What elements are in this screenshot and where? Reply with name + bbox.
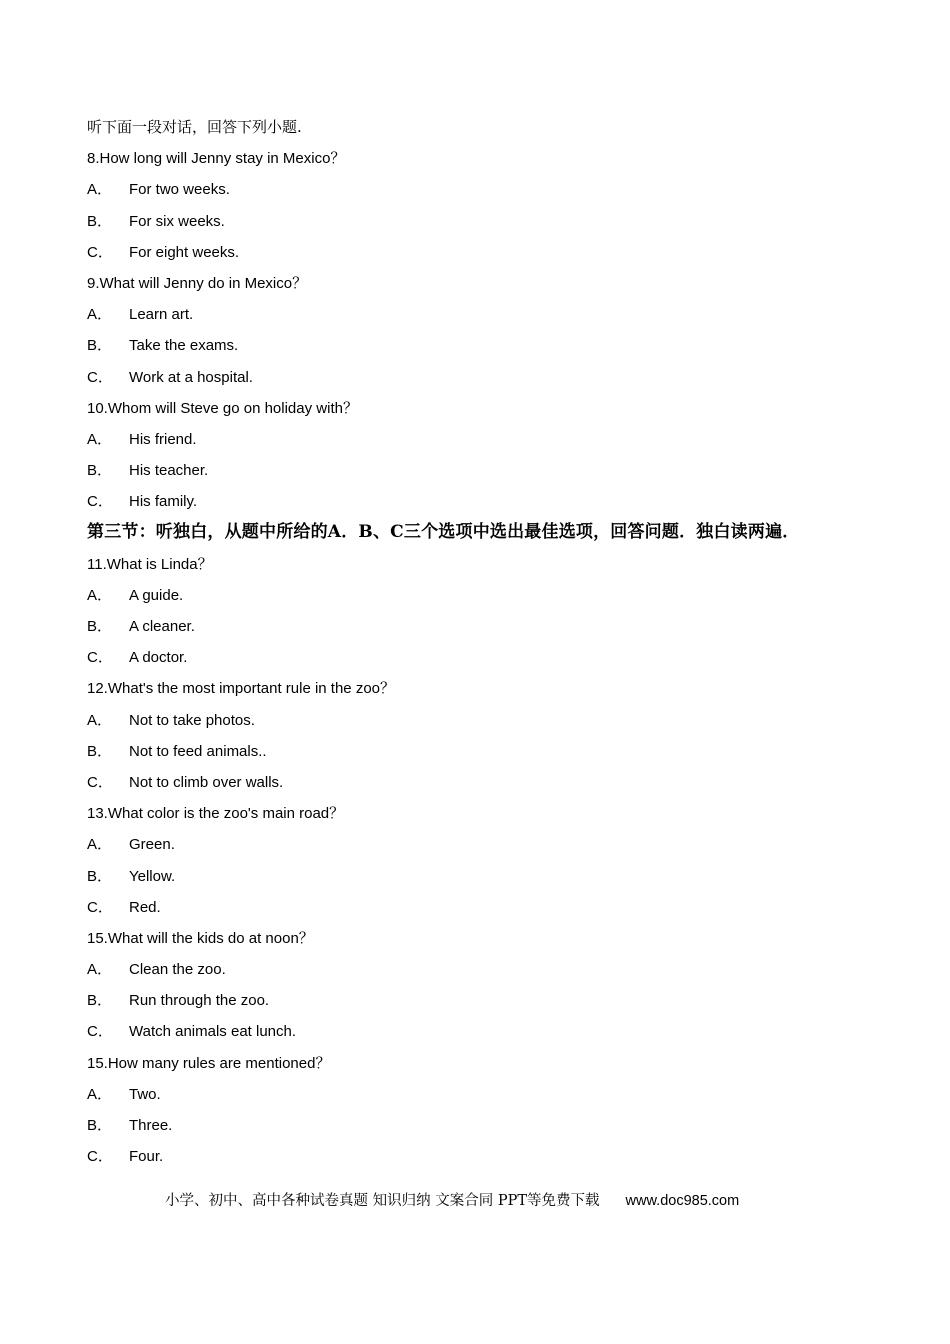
option-text: Work at a hospital. — [129, 368, 253, 386]
answer-option — [87, 580, 877, 611]
option-letter: A． — [87, 1085, 113, 1103]
option-letter: A． — [87, 836, 113, 854]
option-letter: B． — [87, 867, 113, 885]
answer-option — [87, 362, 877, 393]
answer-option — [87, 330, 877, 361]
option-letter: A． — [87, 586, 113, 604]
answer-option — [87, 206, 877, 237]
answer-option — [87, 1079, 877, 1110]
answer-option — [87, 767, 877, 798]
option-letter: A． — [87, 961, 113, 979]
answer-option — [87, 611, 877, 642]
answer-option — [87, 1110, 877, 1141]
answer-option — [87, 985, 877, 1016]
option-letter: C． — [87, 493, 113, 511]
option-text: His teacher. — [129, 462, 209, 480]
option-letter: A． — [87, 430, 113, 448]
answer-option — [87, 705, 877, 736]
answer-option — [87, 299, 877, 330]
question-text: 10.Whom will Steve go on holiday with？ — [87, 399, 358, 417]
answer-option — [87, 861, 877, 892]
option-text: A guide. — [129, 586, 184, 604]
option-text: For six weeks. — [129, 212, 225, 230]
option-text: For eight weeks. — [129, 243, 240, 261]
answer-option — [87, 736, 877, 767]
option-text: His friend. — [129, 430, 197, 448]
question-text: 11.What is Linda？ — [87, 555, 213, 573]
option-text: Learn art. — [129, 306, 194, 324]
footer-text: 小学、初中、高中各种试卷真题 知识归纳 文案合同 PPT等免费下载 — [165, 1193, 600, 1209]
option-letter: A． — [87, 306, 113, 324]
answer-option — [87, 237, 877, 268]
option-text: Watch animals eat lunch. — [129, 1023, 297, 1041]
option-text: Four. — [129, 1148, 164, 1166]
question-text: 15.What will the kids do at noon？ — [87, 929, 314, 947]
option-letter: C． — [87, 773, 113, 791]
option-letter: A． — [87, 181, 113, 199]
option-letter: C． — [87, 243, 113, 261]
option-letter: A． — [87, 711, 113, 729]
option-text: Not to feed animals.. — [129, 742, 267, 760]
option-letter: C． — [87, 1023, 113, 1041]
option-text: Two. — [129, 1085, 161, 1103]
option-letter: B． — [87, 337, 113, 355]
option-letter: B． — [87, 618, 113, 635]
answer-option — [87, 954, 877, 985]
answer-option — [87, 892, 877, 923]
answer-option — [87, 1016, 877, 1047]
answer-option — [87, 486, 877, 517]
footer-link[interactable]: www.doc985.com — [625, 1193, 740, 1209]
option-letter: C． — [87, 1148, 113, 1166]
option-text: Three. — [129, 1117, 173, 1134]
answer-option — [87, 829, 877, 860]
question-group-dialogue — [87, 143, 877, 517]
question-group-monologue — [87, 549, 877, 1173]
question-text: 12.What's the most important rule in the zoo？ — [87, 680, 396, 698]
option-text: Red. — [129, 898, 161, 916]
answer-option — [87, 455, 877, 486]
question-text: 15.How many rules are mentioned？ — [87, 1054, 331, 1072]
answer-option — [87, 642, 877, 673]
answer-option — [87, 424, 877, 455]
option-letter: B． — [87, 462, 113, 480]
option-text: A doctor. — [129, 649, 188, 667]
answer-option — [87, 174, 877, 205]
option-letter: B． — [87, 1117, 113, 1134]
option-text: His family. — [129, 493, 198, 511]
exam-content — [87, 112, 877, 1172]
option-letter: B． — [87, 212, 113, 230]
option-letter: B． — [87, 992, 113, 1010]
question-text: 13.What color is the zoo's main road？ — [87, 805, 345, 823]
option-text: Not to climb over walls. — [129, 773, 284, 791]
option-text: Green. — [129, 836, 175, 854]
page-footer — [165, 1189, 739, 1210]
instruction-text: 听下面一段对话，回答下列小题. — [87, 118, 302, 136]
option-letter: C． — [87, 898, 113, 916]
question-text: 9.What will Jenny do in Mexico？ — [87, 274, 308, 292]
option-text: A cleaner. — [129, 618, 195, 635]
answer-option — [87, 1141, 877, 1172]
option-letter: C． — [87, 368, 113, 386]
option-letter: C． — [87, 649, 113, 667]
option-text: Take the exams. — [129, 337, 239, 355]
option-text: For two weeks. — [129, 181, 230, 199]
option-letter: B． — [87, 742, 113, 760]
question-text: 8.How long will Jenny stay in Mexico？ — [87, 150, 346, 168]
option-text: Yellow. — [129, 867, 176, 885]
option-text: Run through the zoo. — [129, 992, 270, 1010]
section-title: 第三节：听独白，从题中所给的A．B、C三个选项中选出最佳选项，回答问题．独白读两遍． — [87, 522, 800, 543]
option-text: Not to take photos. — [129, 711, 255, 729]
option-text: Clean the zoo. — [129, 961, 226, 979]
